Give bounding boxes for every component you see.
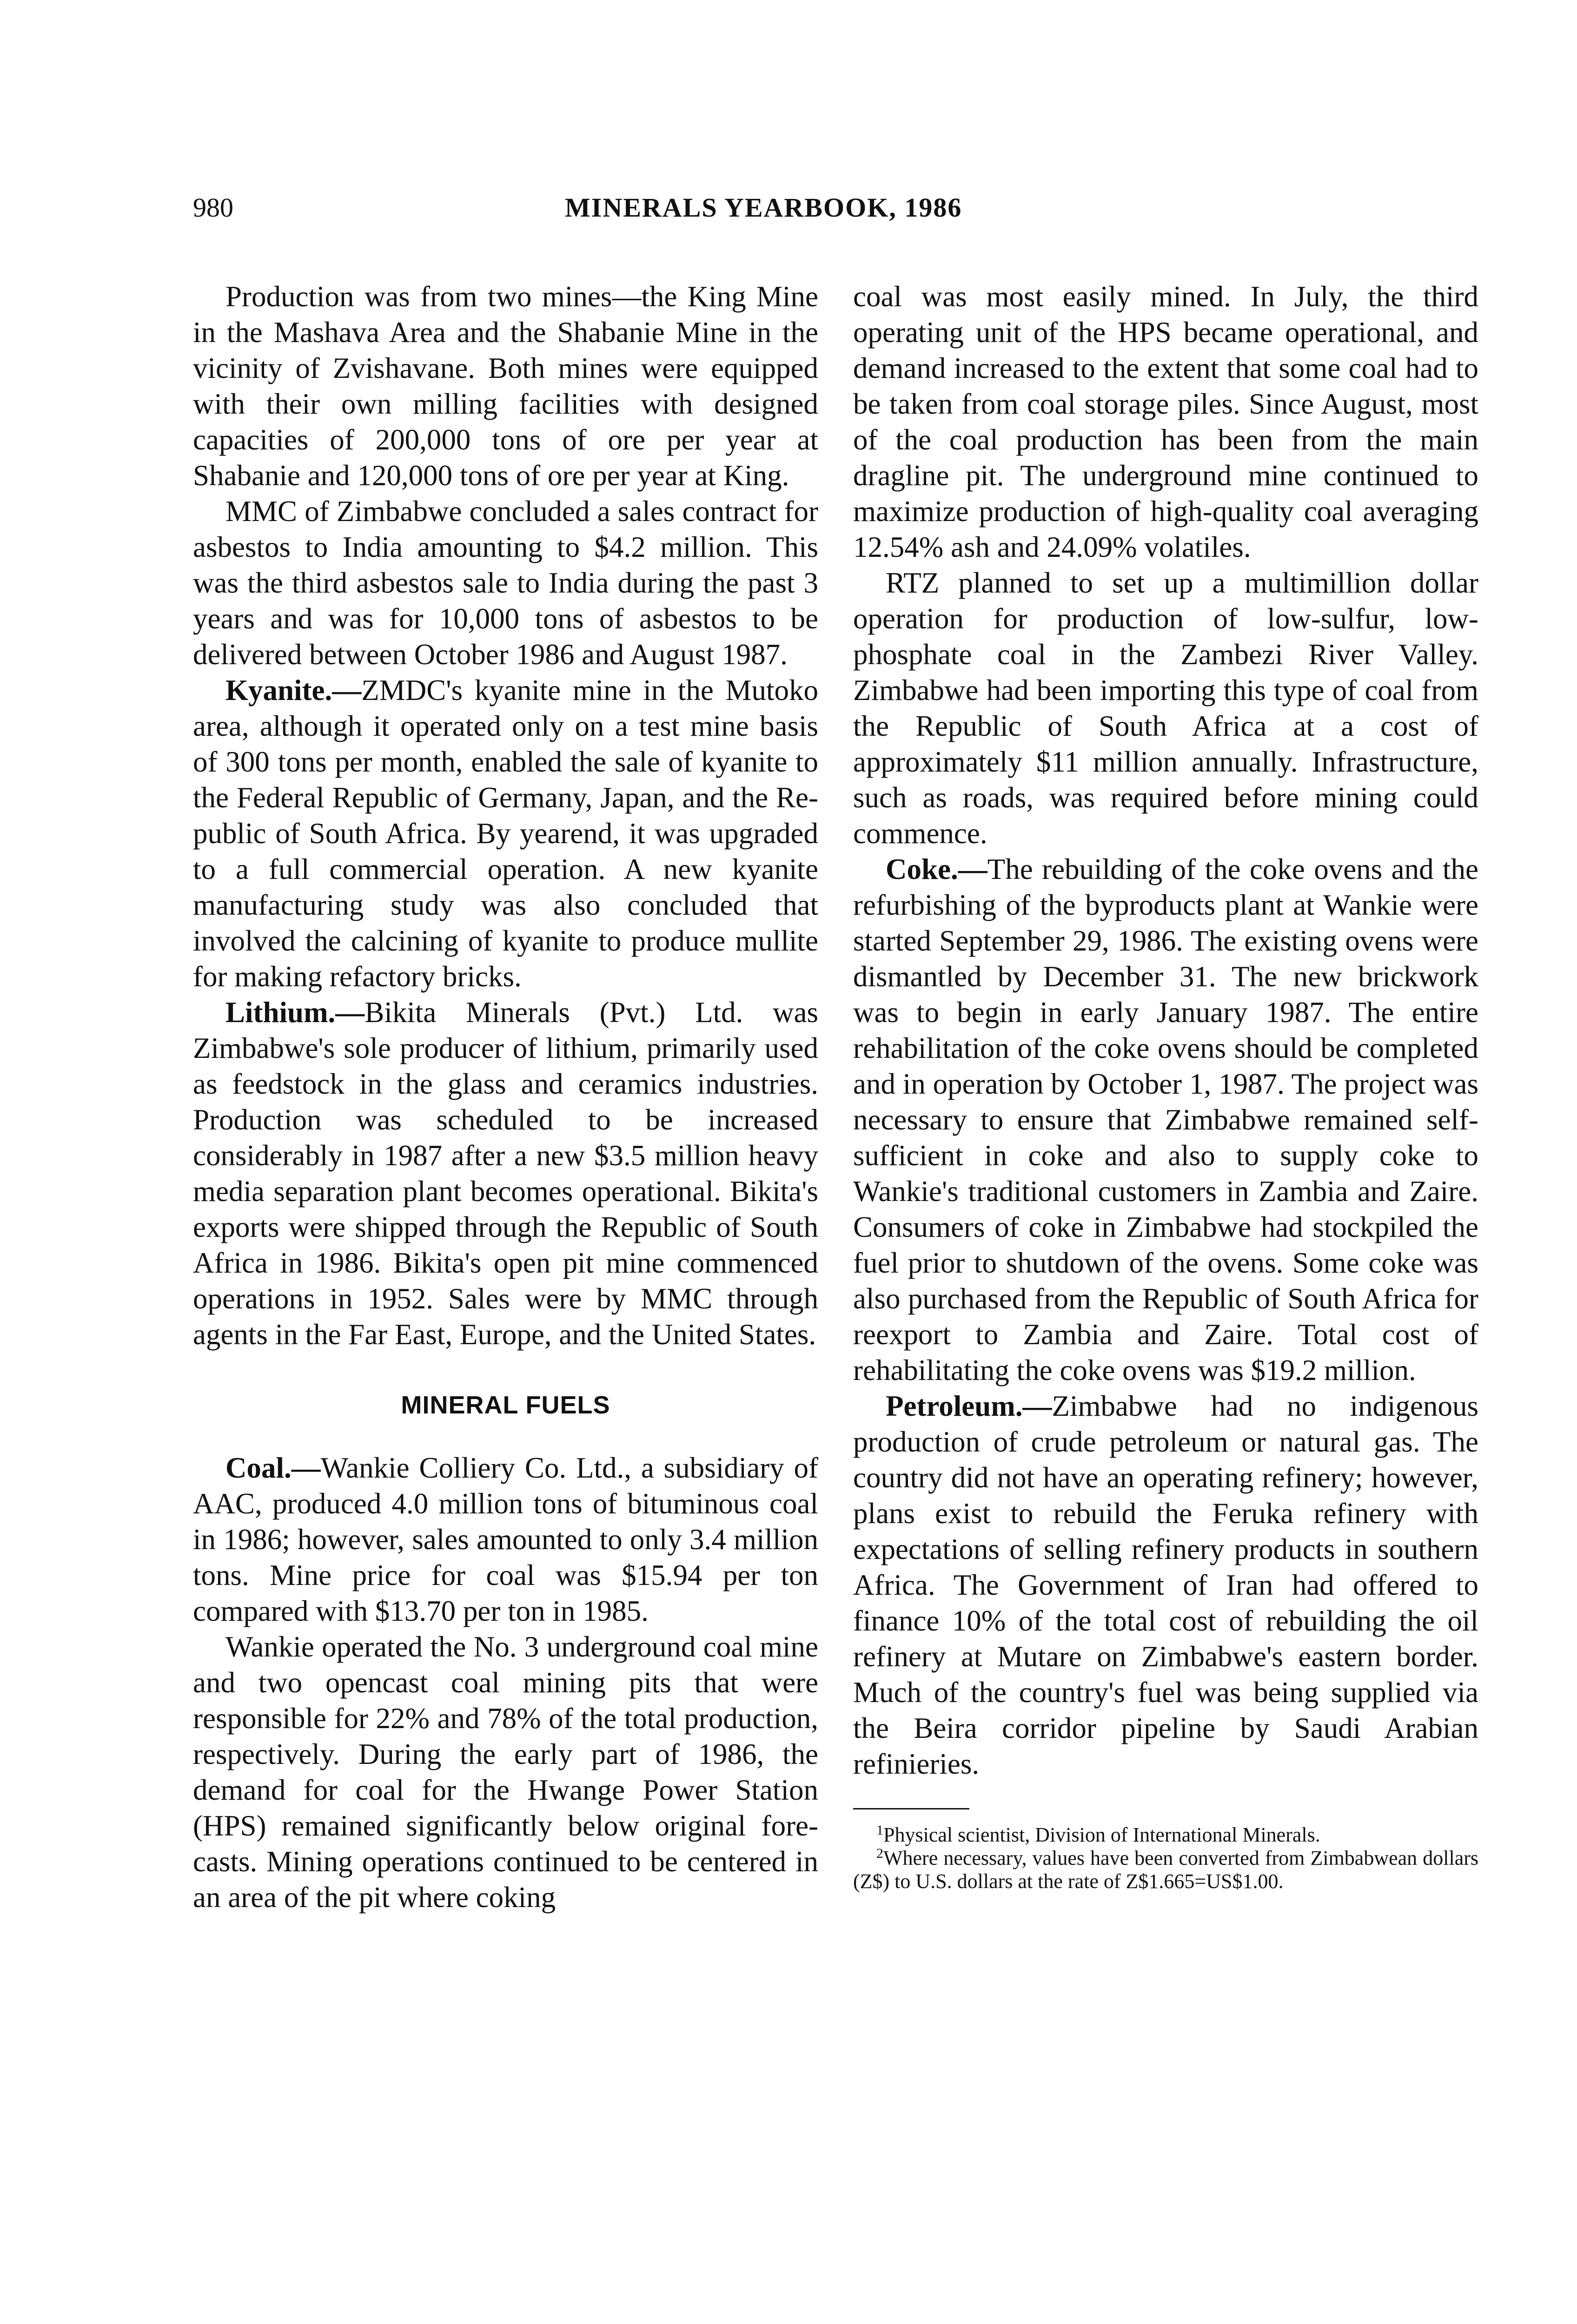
kyanite-text: ZMDC's kyanite mine in the Mutoko area, although it operated only on a test mine basis of 300 tons per month, enabled the sale of kyanite to the Federal Republic of Germany, Japan, and the Republic of South Africa. By yearend, it was upgraded to a full commercial operation. A new kyanite manufacturing study was also concluded that involved the calcining of kyanite to produce mullite for making refactory bricks.	[193, 674, 818, 993]
paragraph-rtz: RTZ planned to set up a multimillion dollar operation for production of low-sulfur, low-phosphate coal in the Zambezi River Valley. Zimbabwe had been importing this type of coal from the Republic of South Africa at a cost of approximately $11 million annually. Infrastructure, such as roads, was required before mining could commence.	[853, 567, 1478, 850]
paragraph-asbestos-production: Production was from two mines—the King Mine in the Mashava Area and the Shabanie Mine in the vicinity of Zvishavane. Both mines were equipped with their own milling facilities with designed capacities of 200,000 tons of ore per year at Shabanie and 120,000 tons of ore per year at King.	[193, 280, 818, 492]
running-head: MINERALS YEARBOOK, 1986	[565, 192, 962, 223]
paragraph-coal-continued: coal was most easily mined. In July, the third operating unit of the HPS became operational, and demand increased to the extent that some coal had to be taken from coal storage piles. Since August, most of the coal production has been from the main dragline pit. The underground mine continued to maximize production of high-quality coal averaging 12.54% ash and 24.09% volatiles.	[853, 280, 1478, 563]
petroleum-heading: Petroleum.—	[886, 1390, 1052, 1422]
footnote-text: Where necessary, values have been converted from Zimbabwean dollars (Z$) to U.S. dollars at the rate of Z$1.665=US$1.00.	[853, 1847, 1478, 1893]
section-heading-mineral-fuels: MINERAL FUELS	[401, 1391, 610, 1419]
kyanite-heading: Kyanite.—	[225, 674, 362, 706]
lithium-heading: Lithium.—	[225, 996, 365, 1029]
footnote-divider	[853, 1808, 969, 1809]
paragraph-asbestos-sales: MMC of Zimbabwe concluded a sales contract for asbestos to India amounting to $4.2 million. This was the third asbestos sale to India during the past 3 years and was for 10,000 tons of asbestos to be delivered between October 1986 and August 1987.	[193, 495, 818, 671]
paragraph-wankie-operations: Wankie operated the No. 3 underground coal mine and two opencast coal mining pits that were responsible for 22% and 78% of the total production, respectively. During the early part of 1986, the demand for coal for the Hwange Power Station (HPS) remained significantly below original forecasts. Mining operations continued to be centered in an area of the pit where coking	[193, 1631, 818, 1914]
paragraph-kyanite	[193, 673, 818, 995]
coke-text: The rebuilding of the coke ovens and the refurbishing of the byproducts plant at Wankie were started September 29, 1986. The existing ovens were dismantled by December 31. The new brickwork was to begin in early January 1987. The entire rehabilitation of the coke ovens should be completed and in operation by October 1, 1987. The project was necessary to ensure that Zimbabwe remained self-sufficient in coke and also to supply coke to Wankie's traditional customers in Zambia and Zaire. Consumers of coke in Zimbabwe had stockpiled the fuel prior to shutdown of the ovens. Some coke was also purchased from the Republic of South Africa for reexport to Zambia and Zaire. Total cost of rehabilitating the coke ovens was $19.2 million.	[853, 853, 1478, 1386]
footnotes	[853, 1823, 1478, 1893]
footnote-marker: 1	[876, 1822, 883, 1838]
coal-text: Wankie Colliery Co. Ltd., a subsidiary of AAC, produced 4.0 million tons of bituminous coal in 1986; however, sales amounted to only 3.4 million tons. Mine price for coal was $15.94 per ton compared with $13.70 per ton in 1985.	[193, 1452, 818, 1627]
footnote-marker: 2	[876, 1846, 883, 1861]
paragraph-coal	[193, 1450, 818, 1629]
left-column	[193, 279, 818, 1915]
petroleum-text: Zimbabwe had no indigenous production of crude petroleum or natural gas. The country did not have an operating refinery; however, plans exist to rebuild the Feruka refinery with expectations of selling refinery products in southern Africa. The Government of Iran had offered to finance 10% of the total cost of rebuilding the oil refinery at Mutare on Zimbabwe's eastern border. Much of the country's fuel was being supplied via the Beira corridor pipeline by Saudi Arabian refinieries.	[853, 1390, 1478, 1780]
paragraph-petroleum	[853, 1388, 1478, 1782]
paragraph-coke	[853, 852, 1478, 1388]
coal-heading: Coal.—	[225, 1452, 321, 1484]
footnote-text: Physical scientist, Division of International Minerals.	[883, 1823, 1320, 1846]
footnote	[853, 1847, 1478, 1893]
page-number: 980	[193, 192, 233, 223]
lithium-text: Bikita Minerals (Pvt.) Ltd. was Zimbabwe's sole producer of lithium, primarily used as feedstock in the glass and ceramics industries. Production was scheduled to be increased considerably in 1987 after a new $3.5 million heavy media separation plant becomes operational. Bikita's exports were shipped through the Republic of South Africa in 1986. Bikita's open pit mine commenced operations in 1952. Sales were by MMC through agents in the Far East, Europe, and the United States.	[193, 996, 818, 1351]
right-column	[853, 279, 1478, 1893]
paragraph-lithium	[193, 995, 818, 1353]
footnote	[853, 1823, 1478, 1847]
coke-heading: Coke.—	[886, 853, 987, 885]
